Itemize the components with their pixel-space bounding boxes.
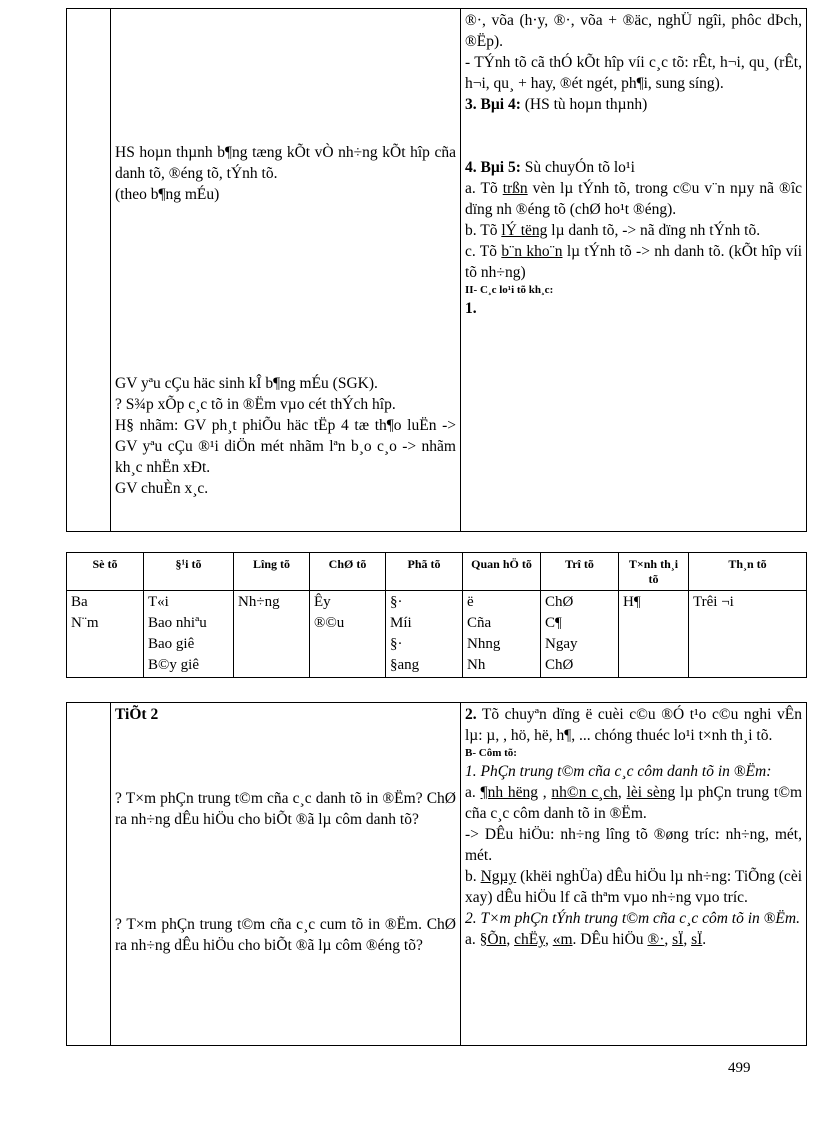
cell-line: Nh	[467, 657, 486, 673]
column-header: Phã tõ	[386, 553, 463, 591]
template-note-text: (theo b¶ng mÉu)	[115, 186, 220, 203]
item-1-number: 1.	[465, 300, 477, 317]
modal-particle-text	[465, 704, 802, 746]
exercise-4-text: (HS tù hoµn thµnh)	[524, 96, 648, 113]
cell-line: Ngay	[545, 636, 578, 652]
column-header: T×nh th¸i tõ	[619, 553, 689, 591]
table-cell	[689, 591, 807, 678]
question-noun-phrase: ? T×m phÇn trung t©m cña c¸c danh tõ in ®Ëm? ChØ ra nh÷ng dÊu hiÖu cho biÕt ®ã lµ côm danh tõ?	[115, 790, 456, 828]
exercise-5-number: 4. Bµi 5:	[465, 159, 521, 176]
teacher-student-activity-cell	[111, 9, 461, 532]
column-header: Quan hÖ tõ	[463, 553, 541, 591]
item-c-text: lµ tÝnh tõ -> nh danh tõ. (kÕt hîp víi tõ nh÷ng)	[465, 243, 803, 281]
answer-last-prefix: a.	[465, 931, 476, 948]
cell-line: ChØ	[545, 657, 574, 673]
exercise-4	[465, 94, 802, 115]
table-row	[67, 9, 807, 532]
summary-task-text: HS hoµn thµnh b¶ng tæng kÕt vÒ nh÷ng kÕt hîp cña danh tõ, ®éng tõ, tÝnh tõ.	[115, 144, 456, 182]
answer-last-text: . DÊu hiÖu	[572, 931, 644, 948]
item-a-text: vèn lµ tÝnh tõ, trong c©u v¨n nµy nã ®îc dïng nh ®éng tõ (chØ ho¹t ®éng).	[465, 180, 803, 218]
cell-line: N¨m	[71, 615, 99, 631]
table-header-row	[67, 553, 807, 591]
table-row	[67, 703, 807, 1046]
cell-line: Ba	[71, 594, 88, 610]
item-b	[465, 220, 802, 241]
subheading-adjective-phrase: 2. T×m phÇn tÝnh trung t©m cña c¸c côm tõ in ®Ëm.	[465, 910, 800, 927]
answer-last-marker: sÏ	[691, 931, 703, 948]
answer-last-keyword: §Õn	[479, 931, 507, 948]
answer-a-prefix: a.	[465, 784, 476, 801]
answer-b	[465, 866, 802, 908]
lesson-2-table	[66, 702, 807, 1046]
answer-b-keyword: Ngµy	[480, 868, 517, 885]
blank-cell	[67, 9, 111, 532]
item-2-text: Tõ chuyªn dïng ë cuèi c©u ®Ó t¹o c©u nghi vÊn lµ: µ, , hö, hë, h¶, ... chóng thuéc lo¹i t×nh th¸i tõ.	[465, 706, 802, 744]
item-c-prefix: c. Tõ	[465, 243, 498, 260]
page-number: 499	[728, 1060, 751, 1076]
subheading-noun-phrase: 1. PhÇn trung t©m cña c¸c côm danh tõ in ®Ëm:	[465, 763, 772, 780]
table-row	[67, 591, 807, 678]
answer-a-text: lµ phÇn trung t©m cña c¸c côm danh tõ in ®Ëm.	[465, 784, 803, 822]
cell-line: Cña	[467, 615, 492, 631]
adjective-combination-text: - TÝnh tõ cã thÓ kÕt hîp víi c¸c tõ: rÊt, h¬i, qu¸ (rÊt, h¬i, qu¸ + hay, ®ét ngét, ph¶i, sung síng).	[465, 54, 802, 92]
exercise-5	[465, 157, 802, 178]
continued-lesson-table	[66, 8, 807, 532]
cell-line: B©y giê	[148, 657, 199, 673]
answer-last-marker: sÏ	[672, 931, 684, 948]
answer-a: a. ¶nh hëng , nh©n c¸ch, lèi sèng lµ phÇn trung t©m cña c¸c côm danh tõ in ®Ëm.	[465, 784, 803, 822]
table-cell	[386, 591, 463, 678]
cell-line: Trêi ¬i	[693, 594, 734, 610]
answer-last: a. §Õn, chËy, «m. DÊu hiÖu ®·, sÏ, sÏ.	[465, 931, 707, 948]
cell-line: ®©u	[314, 615, 345, 631]
table-cell	[619, 591, 689, 678]
answer-a-sign: -> DÊu hiÖu: nh÷ng lîng tõ ®øng tríc: nh÷ng, mét, mét.	[465, 826, 802, 864]
lesson-title: TiÕt 2	[115, 706, 159, 723]
answer-b-text: (khëi nghÜa) dÊu hiÖu lµ nh÷ng: TiÕng (cèi xay) dÊu hiÖu lf cã thªm vµo nh÷ng vµo tríc.	[465, 868, 803, 906]
column-header: ChØ tõ	[310, 553, 386, 591]
answer-last-keyword: chËy	[514, 931, 545, 948]
column-header: Th¸n tõ	[689, 553, 807, 591]
item-b-text: lµ danh tõ, -> nã dïng nh tÝnh tõ.	[551, 222, 761, 239]
answer-cell	[461, 703, 807, 1046]
table-cell	[67, 591, 144, 678]
instruction-line: GV yªu cÇu häc sinh kÎ b¶ng mÉu (SGK).	[115, 375, 378, 392]
exercise-5-text: Sù chuyÓn tõ lo¹i	[524, 159, 635, 176]
question-verb-phrase: ? T×m phÇn trung t©m cña c¸c cum tõ in ®Ëm. ChØ ra nh÷ng dÊu hiÖu cho biÕt ®ã lµ côm ®éng tõ?	[115, 916, 456, 954]
table-cell	[310, 591, 386, 678]
verb-combination-text: ®·, võa (h·y, ®·, võa + ®äc, nghÜ ngîi, phôc dÞch, ®Ëp).	[465, 12, 802, 50]
answer-b-prefix: b.	[465, 868, 477, 885]
item-c-keyword: b¨n kho¨n	[501, 243, 563, 260]
knowledge-content-cell	[461, 9, 807, 532]
table-cell	[463, 591, 541, 678]
table-cell	[234, 591, 310, 678]
cell-line: §ang	[390, 657, 420, 673]
exercise-4-number: 3. Bµi 4:	[465, 96, 521, 113]
cell-line: Nh÷ng	[238, 594, 280, 610]
question-line: ? S¾p xÕp c¸c tõ in ®Ëm vµo cét thÝch hîp.	[115, 396, 396, 413]
answer-a-keyword: nh©n c¸ch	[551, 784, 618, 801]
table-cell	[144, 591, 234, 678]
table-cell	[541, 591, 619, 678]
cell-line: T«i	[148, 594, 169, 610]
item-b-keyword: lÝ tëng	[501, 222, 548, 239]
cell-line: Nhng	[467, 636, 501, 652]
column-header: Sè tõ	[67, 553, 144, 591]
item-2-number: 2.	[465, 706, 477, 723]
column-header: §¹i tõ	[144, 553, 234, 591]
item-a-keyword: trßn	[502, 180, 528, 197]
word-class-table	[66, 552, 807, 678]
group-activity-line: H§ nhãm: GV ph¸t phiÕu häc tËp 4 tæ th¶o luËn -> GV yªu cÇu ®¹i diÖn mét nhãm lªn b¸o c¸o -> nhãm kh¸c nhËn xÐt.	[115, 417, 456, 476]
answer-last-keyword: «m	[552, 931, 573, 948]
conclusion-line: GV chuÈn x¸c.	[115, 480, 209, 497]
section-heading-other-words: II- C¸c lo¹i tõ kh¸c:	[465, 284, 554, 296]
answer-a-keyword: ¶nh hëng	[480, 784, 538, 801]
item-a	[465, 178, 802, 220]
cell-line: Míi	[390, 615, 412, 631]
teacher-question-cell	[111, 703, 461, 1046]
answer-last-marker: ®·	[647, 931, 665, 948]
cell-line: Êy	[314, 594, 331, 610]
cell-line: ë	[467, 594, 474, 610]
blank-cell	[67, 703, 111, 1046]
cell-line: §·	[390, 594, 403, 610]
cell-line: H¶	[623, 594, 641, 610]
item-a-prefix: a. Tõ	[465, 180, 498, 197]
cell-line: ChØ	[545, 594, 574, 610]
cell-line: Bao nhiªu	[148, 615, 207, 631]
column-header: Lîng tõ	[234, 553, 310, 591]
cell-line: C¶	[545, 615, 562, 631]
item-b-prefix: b. Tõ	[465, 222, 498, 239]
cell-line: Bao giê	[148, 636, 195, 652]
column-header: Trî tõ	[541, 553, 619, 591]
answer-a-keyword: lèi sèng	[626, 784, 676, 801]
section-heading-phrases: B- Côm tõ:	[465, 747, 517, 759]
cell-line: §·	[390, 636, 403, 652]
item-c	[465, 241, 802, 283]
